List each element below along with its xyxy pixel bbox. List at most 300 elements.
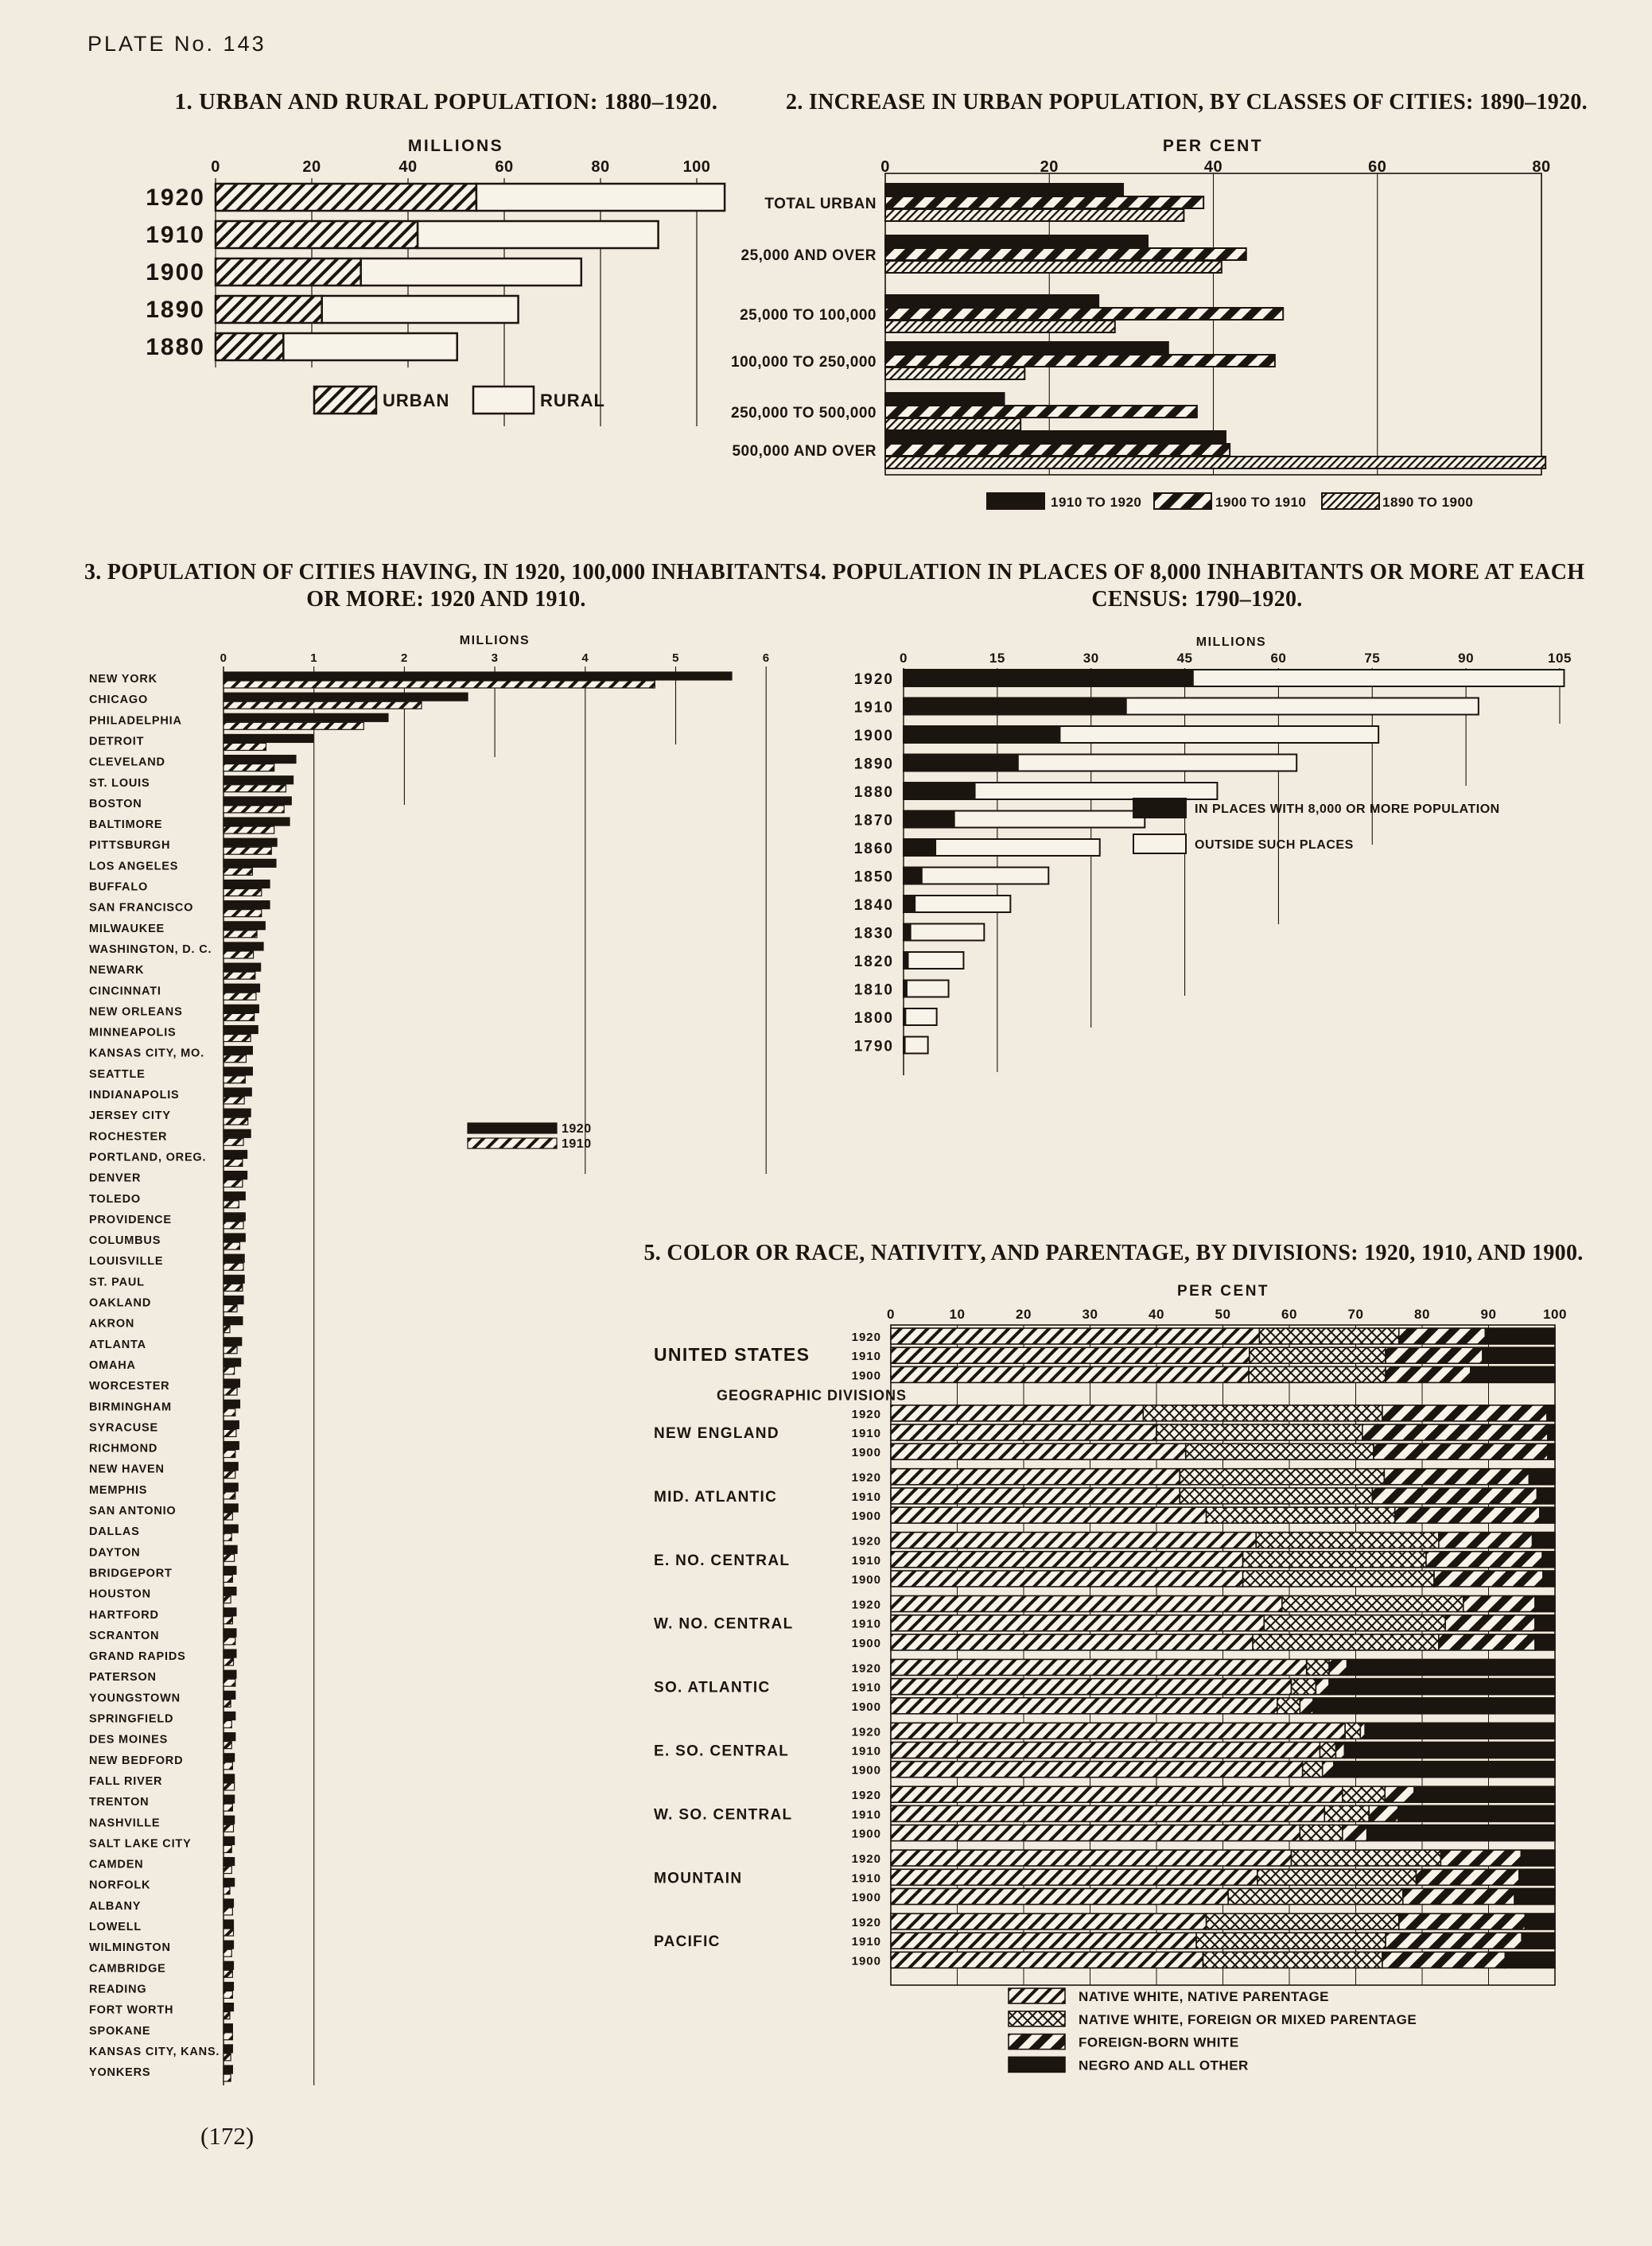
year-label: 1920 — [851, 1916, 881, 1929]
segment-0 — [891, 1825, 1300, 1841]
segment-2 — [1463, 1596, 1535, 1612]
division-label: MID. ATLANTIC — [654, 1488, 778, 1506]
segment-0 — [891, 1552, 1243, 1568]
bar-1920 — [224, 1774, 235, 1782]
segment-3 — [1535, 1596, 1555, 1612]
year-label: 1910 — [851, 1350, 881, 1364]
tick-label: 0 — [887, 1307, 895, 1322]
bar-1920 — [224, 1836, 235, 1844]
outside-bar — [975, 783, 1218, 799]
segment-2 — [1434, 1571, 1543, 1587]
city-label: HOUSTON — [89, 1587, 151, 1601]
city-label: LOUISVILLE — [89, 1255, 164, 1269]
bar-1920 — [224, 1004, 258, 1012]
city-label: NEW BEDFORD — [89, 1754, 184, 1767]
rural-bar — [476, 184, 725, 211]
city-label: DETROIT — [89, 735, 145, 748]
segment-1 — [1207, 1914, 1399, 1929]
segment-3 — [1398, 1805, 1555, 1821]
city-label: ROCHESTER — [89, 1130, 168, 1144]
bar-1920 — [224, 1961, 234, 1969]
bar-1910 — [224, 1970, 232, 1977]
bar-1910 — [224, 847, 271, 854]
city-label: ST. LOUIS — [89, 776, 150, 790]
bar-1910 — [224, 910, 262, 917]
segment-0 — [891, 1952, 1203, 1968]
city-label: CAMBRIDGE — [89, 1962, 166, 1976]
tick-label: 80 — [1532, 158, 1551, 176]
year-label: 1920 — [851, 1852, 881, 1867]
legend-label: IN PLACES WITH 8,000 OR MORE POPULATION — [1195, 802, 1500, 816]
bar-1910 — [224, 1638, 235, 1645]
segment-0 — [891, 1723, 1345, 1739]
bar-1910 — [224, 722, 363, 729]
tick-label: 0 — [211, 158, 220, 176]
city-label: PHILADELPHIA — [89, 714, 182, 728]
city-label: PROVIDENCE — [89, 1213, 172, 1226]
rural-bar — [322, 296, 519, 323]
tick-label: 40 — [398, 158, 418, 176]
division-label: E. NO. CENTRAL — [654, 1552, 791, 1569]
city-label: NEW HAVEN — [89, 1463, 165, 1476]
year-label: 1900 — [851, 1446, 881, 1460]
bar-1920 — [224, 1982, 234, 1990]
legend-swatch — [314, 387, 376, 414]
in-places-bar — [904, 726, 1059, 743]
bar-1910 — [224, 1845, 231, 1852]
bar-1910 — [224, 1076, 245, 1083]
bar — [885, 444, 1230, 456]
city-label: WORCESTER — [89, 1380, 170, 1393]
segment-0 — [891, 1615, 1264, 1631]
bar-1920 — [224, 2003, 234, 2011]
segment-1 — [1259, 1328, 1398, 1344]
segment-2 — [1335, 1743, 1344, 1758]
tick-label: 100 — [1543, 1307, 1567, 1322]
outside-bar — [915, 896, 1010, 912]
segment-3 — [1519, 1869, 1555, 1885]
segment-1 — [1243, 1571, 1434, 1587]
segment-0 — [891, 1914, 1207, 1929]
rural-bar — [361, 258, 581, 286]
year-label: 1920 — [851, 1407, 881, 1421]
city-label: YONKERS — [89, 2066, 151, 2080]
segment-2 — [1399, 1328, 1486, 1344]
bar-1910 — [224, 972, 255, 979]
city-label: TOLEDO — [89, 1192, 141, 1206]
segment-1 — [1243, 1552, 1426, 1568]
segment-2 — [1300, 1698, 1313, 1714]
legend-swatch — [468, 1123, 557, 1133]
city-label: FALL RIVER — [89, 1774, 163, 1788]
year-label: 1910 — [851, 1808, 881, 1822]
year-label: 1900 — [851, 1369, 881, 1383]
city-label: NEW YORK — [89, 673, 157, 686]
segment-0 — [891, 1366, 1249, 1382]
outside-bar — [905, 1037, 928, 1054]
bar-1910 — [224, 1055, 246, 1063]
tick-label: 50 — [1215, 1307, 1231, 1322]
division-label: MOUNTAIN — [654, 1870, 743, 1887]
bar-1920 — [224, 1047, 252, 1055]
segment-3 — [1535, 1615, 1555, 1631]
segment-3 — [1535, 1634, 1555, 1650]
city-label: SEATTLE — [89, 1067, 146, 1081]
segment-0 — [891, 1698, 1277, 1714]
segment-0 — [891, 1743, 1320, 1758]
legend-label: RURAL — [540, 391, 605, 410]
tick-label: 20 — [1040, 158, 1059, 176]
segment-1 — [1343, 1786, 1385, 1802]
year-label: 1810 — [853, 981, 894, 999]
chart-urban-rural — [146, 89, 725, 426]
bar-1920 — [224, 1691, 235, 1699]
city-label: MEMPHIS — [89, 1483, 148, 1497]
bar-1920 — [224, 1420, 239, 1428]
bar-1920 — [224, 1213, 245, 1221]
bar-1910 — [224, 1867, 231, 1874]
bar-1920 — [224, 1670, 236, 1678]
bar — [885, 308, 1283, 320]
bar — [885, 393, 1005, 405]
plate-number-label: PLATE No. 143 — [87, 32, 266, 56]
city-label: SAN FRANCISCO — [89, 901, 194, 915]
bar-1920 — [224, 693, 468, 701]
chart-places-8000 — [810, 560, 1585, 1075]
in-places-bar — [904, 698, 1126, 715]
bar-1920 — [224, 1483, 238, 1491]
legend-label: 1890 TO 1900 — [1382, 495, 1474, 510]
segment-2 — [1416, 1869, 1518, 1885]
city-label: BUFFALO — [89, 880, 149, 894]
city-label: HARTFORD — [89, 1608, 159, 1622]
year-label: 1900 — [146, 259, 205, 286]
urban-bar — [216, 184, 476, 211]
segment-2 — [1445, 1615, 1535, 1631]
segment-3 — [1414, 1786, 1555, 1802]
year-label: 1920 — [851, 1534, 881, 1548]
city-label: BALTIMORE — [89, 818, 163, 832]
legend-label: 1920 — [562, 1122, 592, 1136]
bar — [885, 209, 1184, 221]
bar-1920 — [224, 922, 265, 930]
bar — [885, 184, 1123, 196]
city-label: ALBANY — [89, 1899, 142, 1913]
bar-1920 — [224, 1172, 247, 1179]
bar-1910 — [224, 931, 257, 938]
segment-0 — [891, 1596, 1282, 1612]
outside-bar — [1059, 726, 1378, 743]
city-label: OAKLAND — [89, 1296, 152, 1310]
segment-0 — [891, 1488, 1180, 1504]
tick-label: 0 — [900, 651, 908, 666]
bar-1920 — [224, 797, 291, 805]
bar-1920 — [224, 1338, 242, 1346]
segment-2 — [1382, 1405, 1547, 1421]
segment-1 — [1300, 1825, 1342, 1841]
city-label: SAN ANTONIO — [89, 1505, 177, 1517]
segment-3 — [1533, 1533, 1555, 1548]
city-label: CHICAGO — [89, 694, 149, 707]
segment-2 — [1385, 1786, 1414, 1802]
outside-bar — [935, 839, 1100, 856]
class-label: 500,000 AND OVER — [732, 443, 877, 460]
bar-1910 — [224, 1783, 235, 1790]
in-places-bar — [904, 670, 1193, 686]
division-label: UNITED STATES — [654, 1344, 810, 1366]
segment-2 — [1382, 1952, 1505, 1968]
segment-0 — [891, 1424, 1156, 1440]
bar-1910 — [224, 1824, 234, 1832]
city-label: BOSTON — [89, 797, 142, 810]
city-label: LOWELL — [89, 1921, 142, 1933]
year-label: 1790 — [853, 1038, 894, 1055]
class-label: TOTAL URBAN — [764, 196, 877, 212]
bar-1920 — [224, 672, 732, 680]
axis-label: MILLIONS — [407, 137, 504, 155]
year-label: 1910 — [851, 1935, 881, 1949]
segment-2 — [1360, 1723, 1365, 1739]
bar-1920 — [224, 1379, 239, 1387]
city-label: PORTLAND, OREG. — [89, 1151, 207, 1164]
chart-title: 4. POPULATION IN PLACES OF 8,000 INHABITANTS OR MORE AT EACH — [809, 560, 1585, 585]
segment-3 — [1347, 1659, 1555, 1675]
segment-1 — [1345, 1723, 1360, 1739]
bar-1920 — [224, 2065, 232, 2073]
city-label: MILWAUKEE — [89, 922, 165, 935]
bar-1920 — [224, 859, 276, 867]
segment-1 — [1180, 1469, 1384, 1485]
year-label: 1890 — [853, 756, 894, 773]
class-label: 25,000 AND OVER — [740, 247, 877, 264]
axis-label: MILLIONS — [1195, 635, 1267, 649]
bar-1920 — [224, 1150, 247, 1158]
segment-0 — [891, 1469, 1180, 1485]
in-places-bar — [904, 896, 915, 912]
tick-label: 6 — [762, 651, 770, 665]
tick-label: 70 — [1347, 1307, 1364, 1322]
tick-label: 60 — [1281, 1307, 1297, 1322]
city-label: LOS ANGELES — [89, 860, 179, 873]
tick-label: 15 — [989, 651, 1005, 666]
legend-label: URBAN — [383, 391, 450, 410]
segment-3 — [1529, 1469, 1555, 1485]
segment-3 — [1514, 1889, 1555, 1905]
bar-1920 — [224, 756, 296, 764]
city-label: AKRON — [89, 1317, 135, 1331]
city-label: WILMINGTON — [89, 1941, 171, 1955]
city-label: COLUMBUS — [89, 1234, 161, 1248]
city-label: SPOKANE — [89, 2024, 151, 2038]
bar-1910 — [224, 1679, 235, 1686]
bar — [885, 457, 1545, 468]
city-label: KANSAS CITY, MO. — [89, 1047, 204, 1060]
year-label: 1900 — [851, 1763, 881, 1778]
segment-2 — [1403, 1889, 1514, 1905]
legend-label: 1910 — [562, 1137, 592, 1151]
bar — [885, 431, 1226, 443]
city-label: KANSAS CITY, KANS. — [89, 2045, 220, 2058]
tick-label: 60 — [1270, 651, 1287, 666]
bar-1920 — [224, 713, 388, 721]
city-label: OMAHA — [89, 1358, 136, 1372]
bar-1910 — [224, 1284, 243, 1291]
bar-1920 — [224, 1629, 236, 1637]
bar-1920 — [224, 776, 293, 784]
year-label: 1890 — [146, 297, 205, 323]
segment-3 — [1543, 1571, 1555, 1587]
bar-1910 — [224, 1326, 230, 1333]
bar-1920 — [224, 1358, 241, 1366]
city-label: DES MOINES — [89, 1733, 169, 1747]
bar-1920 — [224, 942, 263, 950]
tick-label: 60 — [495, 158, 514, 176]
city-label: ATLANTA — [89, 1338, 146, 1351]
chart-title: CENSUS: 1790–1920. — [1091, 587, 1303, 612]
bar-1920 — [224, 1129, 251, 1137]
segment-2 — [1399, 1914, 1526, 1929]
chart-city-population — [84, 560, 808, 2085]
segment-0 — [891, 1933, 1196, 1949]
year-label: 1800 — [853, 1010, 894, 1027]
segment-3 — [1344, 1743, 1555, 1758]
year-label: 1920 — [851, 1331, 881, 1344]
bar — [885, 196, 1203, 208]
segment-2 — [1316, 1679, 1329, 1695]
bar-1910 — [224, 1451, 235, 1458]
segment-0 — [891, 1786, 1343, 1802]
bar-1920 — [224, 1545, 237, 1553]
segment-3 — [1521, 1850, 1555, 1866]
segment-1 — [1186, 1444, 1374, 1459]
bar — [885, 261, 1222, 273]
bar-1920 — [224, 1879, 235, 1887]
division-label: E. SO. CENTRAL — [654, 1743, 790, 1760]
segment-0 — [891, 1405, 1143, 1421]
year-label: 1900 — [851, 1827, 881, 1841]
segment-2 — [1369, 1805, 1398, 1821]
segment-2 — [1374, 1444, 1548, 1459]
tick-label: 90 — [1458, 651, 1475, 666]
city-label: CINCINNATI — [89, 985, 161, 998]
tick-label: 20 — [1016, 1307, 1032, 1322]
city-label: NORFOLK — [89, 1879, 151, 1892]
year-label: 1900 — [853, 728, 894, 744]
urban-bar — [216, 333, 283, 360]
bar-1910 — [224, 1617, 232, 1624]
tick-label: 1 — [310, 651, 318, 665]
year-label: 1900 — [851, 1573, 881, 1587]
segment-2 — [1426, 1552, 1542, 1568]
segment-1 — [1196, 1933, 1386, 1949]
bar-1910 — [224, 2074, 231, 2081]
city-label: NASHVILLE — [89, 1817, 161, 1830]
segment-3 — [1542, 1552, 1555, 1568]
tick-label: 60 — [1368, 158, 1387, 176]
year-label: 1910 — [146, 222, 205, 248]
segment-3 — [1367, 1825, 1555, 1841]
outside-bar — [905, 1008, 936, 1025]
bar-1910 — [224, 1013, 255, 1020]
segment-1 — [1257, 1869, 1417, 1885]
in-places-bar — [904, 868, 922, 884]
bar-1910 — [224, 1908, 232, 1915]
bar-1910 — [224, 1804, 232, 1811]
segment-2 — [1439, 1634, 1535, 1650]
tick-label: 0 — [880, 158, 890, 176]
tick-label: 0 — [220, 651, 227, 665]
bar-1910 — [224, 1949, 231, 1957]
legend-swatch — [1009, 2034, 1065, 2050]
segment-1 — [1307, 1659, 1329, 1675]
bar-1910 — [224, 2054, 231, 2061]
class-label: 250,000 TO 500,000 — [731, 405, 877, 422]
axis-label: PER CENT — [1176, 1283, 1270, 1300]
legend-swatch — [1322, 493, 1379, 509]
bar — [885, 418, 1020, 430]
segment-2 — [1362, 1424, 1548, 1440]
segment-3 — [1334, 1762, 1555, 1778]
city-label: YOUNGSTOWN — [89, 1692, 181, 1705]
bar-1910 — [224, 764, 274, 771]
segment-2 — [1343, 1825, 1367, 1841]
legend-swatch — [1133, 834, 1186, 853]
legend-swatch — [1009, 1988, 1065, 2003]
bar-1910 — [224, 681, 655, 688]
bar-1910 — [224, 1492, 235, 1499]
segment-2 — [1386, 1933, 1522, 1949]
segment-1 — [1250, 1347, 1386, 1363]
year-label: 1910 — [851, 1427, 881, 1440]
in-places-bar — [904, 924, 911, 941]
bar-1920 — [224, 1234, 245, 1242]
city-label: MINNEAPOLIS — [89, 1026, 177, 1039]
year-label: 1920 — [851, 1471, 881, 1485]
bar-1910 — [224, 1429, 236, 1436]
legend-swatch — [473, 387, 534, 414]
year-label: 1910 — [851, 1871, 881, 1886]
year-label: 1920 — [146, 185, 205, 211]
segment-1 — [1207, 1507, 1395, 1523]
bar-1920 — [224, 1899, 234, 1907]
legend-label: 1900 TO 1910 — [1215, 495, 1307, 510]
segment-1 — [1292, 1850, 1441, 1866]
rural-bar — [283, 333, 457, 360]
bar-1920 — [224, 1442, 239, 1450]
bar-1910 — [224, 806, 284, 813]
bar-1910 — [224, 1242, 239, 1249]
bar-1920 — [224, 1858, 235, 1866]
segment-3 — [1485, 1328, 1555, 1344]
year-label: 1910 — [851, 1490, 881, 1504]
bar — [885, 406, 1197, 418]
city-label: FORT WORTH — [89, 2003, 174, 2017]
segment-3 — [1329, 1679, 1555, 1695]
legend-label: NATIVE WHITE, NATIVE PARENTAGE — [1079, 1989, 1330, 2004]
city-label: JERSEY CITY — [89, 1109, 171, 1123]
segment-1 — [1277, 1698, 1300, 1714]
outside-bar — [908, 952, 963, 969]
segment-0 — [891, 1889, 1228, 1905]
bar-1910 — [224, 1117, 248, 1125]
urban-bar — [216, 296, 322, 323]
segment-1 — [1180, 1488, 1372, 1504]
year-label: 1910 — [851, 1553, 881, 1568]
bar-1910 — [224, 1035, 251, 1042]
tick-label: 90 — [1480, 1307, 1497, 1322]
chart-urban-increase — [731, 90, 1588, 510]
bar-1920 — [224, 1463, 238, 1471]
